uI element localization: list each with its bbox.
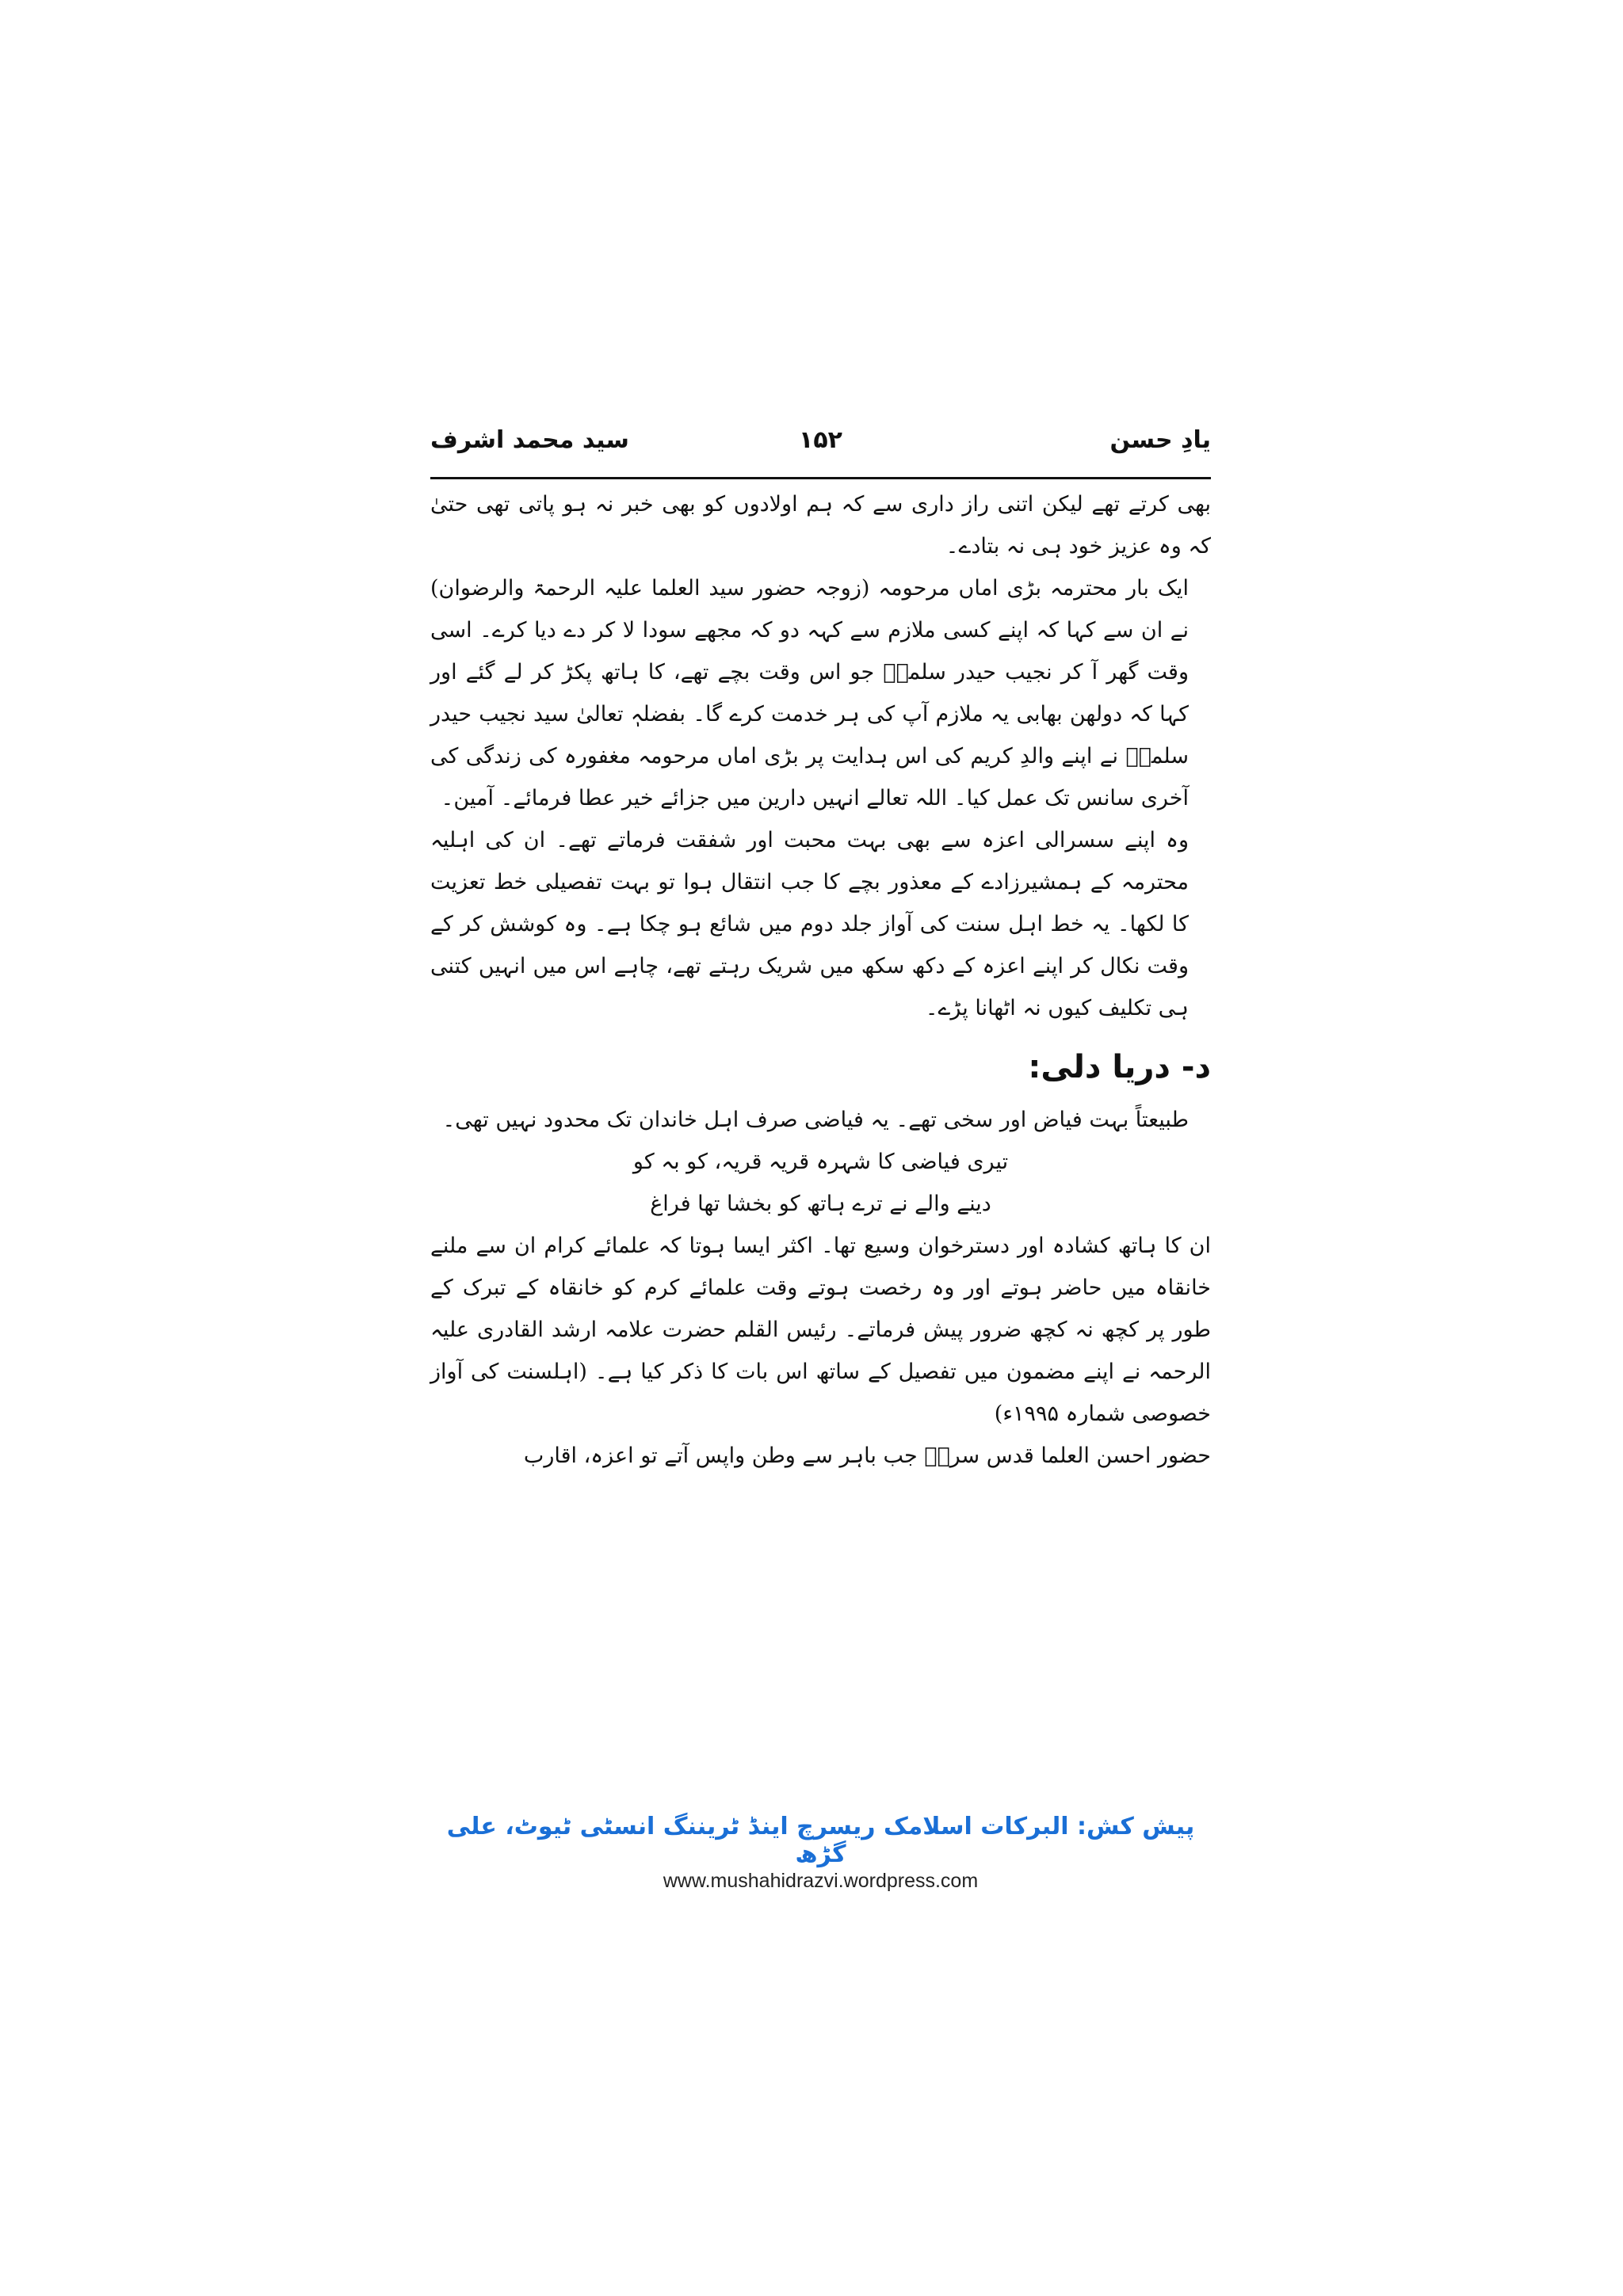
- author-name: سید محمد اشرف: [430, 426, 629, 454]
- poetry-couplet: [430, 1141, 1211, 1225]
- header-divider: [430, 477, 1211, 479]
- publisher-credit: پیش کش: البرکات اسلامک ریسرچ اینڈ ٹریننگ انسٹی ٹیوٹ، علی گڑھ: [446, 1813, 1195, 1868]
- section-heading: د- دریا دلی:: [1028, 1049, 1211, 1085]
- verse-line: تیری فیاضی کا شہرہ قریہ قریہ، کو بہ کو: [632, 1150, 1009, 1174]
- paragraph: وہ اپنے سسرالی اعزہ سے بھی بہت محبت اور شفقت فرماتے تھے۔ ان کی اہلیہ محترمہ کے ہمشیرزادے کے معذور بچے کا جب انتقال ہوا تو بہت تفصیلی خط تعزیت کا لکھا۔ یہ خط اہل سنت کی آواز جلد دوم میں شائع ہو چکا ہے۔ وہ کوشش کر کے وقت نکال کر اپنے اعزہ کے دکھ سکھ میں شریک رہتے تھے، چاہے اس میں انہیں کتنی ہی تکلیف کیوں نہ اٹھانا پڑے۔: [430, 828, 1189, 1020]
- book-title: یادِ حسن: [1109, 426, 1211, 454]
- paragraph: ایک بار محترمہ بڑی اماں مرحومہ (زوجہ حضور سید العلما علیہ الرحمۃ والرضوان) نے ان سے کہا کہ اپنے کسی ملازم سے کہہ دو کہ مجھے سودا لا کر دے دیا کرے۔ اسی وقت گھر آ کر نجیب حیدر سلمہٗ جو اس وقت بچے تھے، کا ہاتھ پکڑ کر لے گئے اور کہا کہ دولھن بھابی یہ ملازم آپ کی ہر خدمت کرے گا۔ بفضلہٖ تعالیٰ سید نجیب حیدر سلمہٗ نے اپنے والدِ کریم کی اس ہدایت پر بڑی اماں مرحومہ مغفورہ کی زندگی کی آخری سانس تک عمل کیا۔ اللہ تعالے انہیں دارین میں جزائے خیر عطا فرمائے۔ آمین۔: [430, 576, 1189, 810]
- website-url[interactable]: www.mushahidrazvi.wordpress.com: [663, 1870, 979, 1892]
- page-number: ۱۵۲: [799, 426, 842, 454]
- paragraph: ان کا ہاتھ کشادہ اور دسترخوان وسیع تھا۔ اکثر ایسا ہوتا کہ علمائے کرام ان سے ملنے خانقاہ میں حاضر ہوتے اور وہ رخصت ہوتے وقت علمائے کرم کو خانقاہ کے تبرک کے طور پر کچھ نہ کچھ ضرور پیش فرماتے۔ رئیس القلم حضرت علامہ ارشد القادری علیہ الرحمہ نے اپنے مضمون میں تفصیل کے ساتھ اس بات کا ذکر کیا ہے۔ (اہلسنت کی آواز خصوصی شمارہ ۱۹۹۵ء): [430, 1234, 1211, 1426]
- paragraph: حضور احسن العلما قدس سرہٗ جب باہر سے وطن واپس آتے تو اعزہ، اقارب: [523, 1444, 1211, 1468]
- running-header: [430, 426, 1211, 474]
- verse-line: دینے والے نے ترے ہاتھ کو بخشا تھا فراغ: [650, 1192, 991, 1216]
- body-text: [430, 483, 1211, 1477]
- paragraph-continued: بھی کرتے تھے لیکن اتنی راز داری سے کہ ہم اولادوں کو بھی خبر نہ ہو پاتی تھی حتیٰ کہ وہ عزیز خود ہی نہ بتادے۔: [430, 492, 1211, 559]
- paragraph: طبیعتاً بہت فیاض اور سخی تھے۔ یہ فیاضی صرف اہل خاندان تک محدود نہیں تھی۔: [442, 1108, 1189, 1132]
